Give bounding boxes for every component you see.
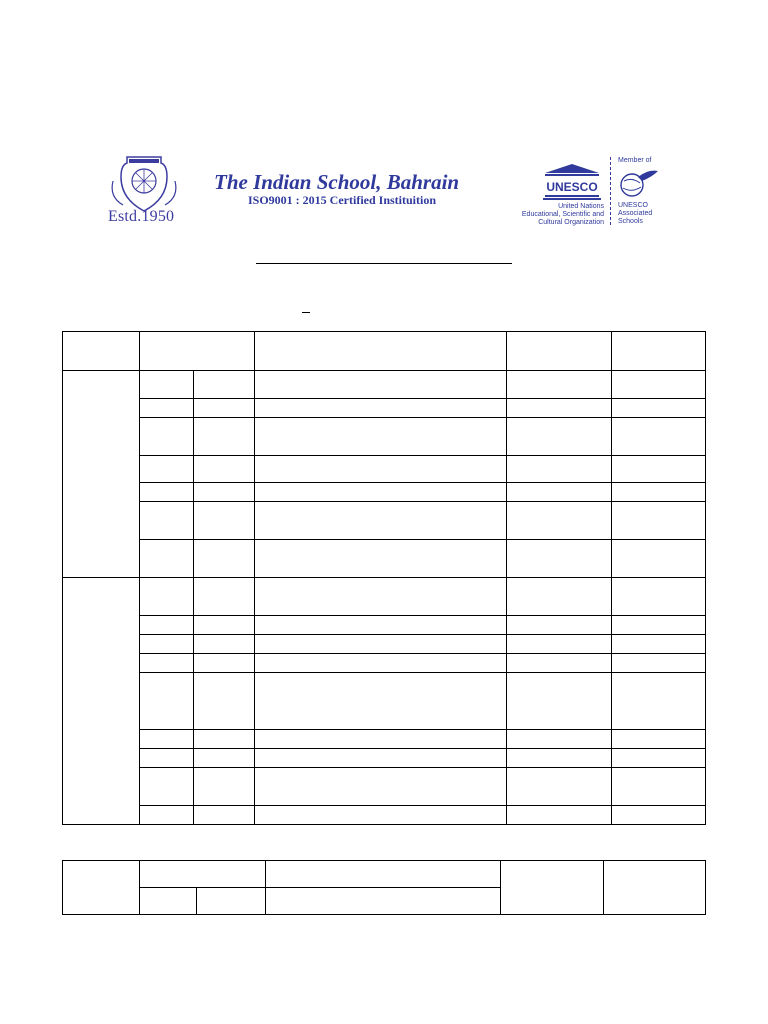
group-label-cell — [63, 578, 140, 825]
school-crest-icon — [105, 155, 183, 213]
table-cell — [194, 806, 255, 825]
table-cell — [507, 399, 612, 418]
subheader-cell — [140, 888, 197, 915]
header-cell — [140, 861, 266, 888]
table-cell — [194, 502, 255, 540]
table-cell — [140, 749, 194, 768]
table-cell — [612, 483, 706, 502]
table-row — [63, 399, 706, 418]
table-cell — [255, 399, 507, 418]
table-row — [63, 540, 706, 578]
header-cell — [63, 332, 140, 371]
table-cell — [140, 616, 194, 635]
table-row — [63, 768, 706, 806]
table-cell — [194, 399, 255, 418]
second-table — [62, 860, 706, 915]
table-row — [63, 806, 706, 825]
table-cell — [612, 578, 706, 616]
table-row — [63, 456, 706, 483]
table-row — [63, 654, 706, 673]
table-row — [63, 502, 706, 540]
member-of-label: Member of — [618, 157, 652, 164]
schedule-table — [62, 331, 706, 825]
table-row — [63, 616, 706, 635]
table-cell — [255, 654, 507, 673]
table-cell — [194, 768, 255, 806]
table-cell — [255, 635, 507, 654]
table-header-row — [63, 861, 706, 888]
letterhead — [0, 0, 768, 240]
table-cell — [140, 502, 194, 540]
table-cell — [507, 483, 612, 502]
table-cell — [255, 806, 507, 825]
subheader-cell — [197, 888, 266, 915]
header-cell — [140, 332, 255, 371]
small-underline-mark — [302, 312, 310, 313]
table-cell — [612, 502, 706, 540]
table-cell — [140, 654, 194, 673]
table-cell — [194, 730, 255, 749]
table-cell — [140, 806, 194, 825]
table-cell — [255, 768, 507, 806]
table-cell — [507, 502, 612, 540]
table-row — [63, 483, 706, 502]
table-cell — [507, 418, 612, 456]
table-cell — [612, 673, 706, 730]
table-cell — [194, 578, 255, 616]
table-cell — [140, 730, 194, 749]
table-cell — [194, 418, 255, 456]
table-cell — [194, 616, 255, 635]
table-cell — [612, 540, 706, 578]
table-cell — [194, 749, 255, 768]
table-cell — [612, 635, 706, 654]
table-cell — [612, 399, 706, 418]
table-cell — [612, 768, 706, 806]
table-cell — [255, 578, 507, 616]
table-row — [63, 730, 706, 749]
unesco-caption: United Nations Educational, Scientific and Cultural Organization — [521, 203, 604, 226]
table-cell — [140, 371, 194, 399]
unesco-wordmark: UNESCO — [546, 180, 598, 194]
table-cell — [255, 730, 507, 749]
table-cell — [140, 578, 194, 616]
table-cell — [507, 540, 612, 578]
table-row — [63, 371, 706, 399]
table-cell — [612, 654, 706, 673]
table-cell — [612, 456, 706, 483]
table-cell — [507, 456, 612, 483]
established-year: Estd.1950 — [108, 208, 175, 225]
table-cell — [255, 483, 507, 502]
table-row — [63, 749, 706, 768]
table-cell — [140, 456, 194, 483]
table-cell — [194, 483, 255, 502]
header-cell — [612, 332, 706, 371]
table-cell — [140, 635, 194, 654]
table-cell — [140, 418, 194, 456]
table-cell — [507, 768, 612, 806]
table-cell — [140, 540, 194, 578]
table-row — [63, 578, 706, 616]
table-cell — [507, 371, 612, 399]
table-cell — [507, 616, 612, 635]
table-cell — [194, 654, 255, 673]
table-row — [63, 673, 706, 730]
table-cell — [194, 635, 255, 654]
table-cell — [507, 635, 612, 654]
header-cell — [63, 861, 140, 915]
header-cell — [501, 861, 604, 915]
table-cell — [612, 418, 706, 456]
table-cell — [194, 673, 255, 730]
table-cell — [612, 806, 706, 825]
table-cell — [194, 540, 255, 578]
table-cell — [255, 749, 507, 768]
table-cell — [140, 399, 194, 418]
aspnet-caption: UNESCO Associated Schools — [618, 202, 653, 225]
table-cell — [140, 768, 194, 806]
table-cell — [255, 540, 507, 578]
table-cell — [507, 730, 612, 749]
table-row — [63, 635, 706, 654]
table-cell — [255, 616, 507, 635]
table-cell — [194, 371, 255, 399]
table-cell — [507, 749, 612, 768]
certification-line: ISO9001 : 2015 Certified Instituition — [248, 193, 437, 207]
table-cell — [255, 371, 507, 399]
table-cell — [612, 616, 706, 635]
header-cell — [604, 861, 706, 915]
table-cell — [612, 371, 706, 399]
aspnet-globe-logo — [616, 167, 660, 199]
table-cell — [507, 806, 612, 825]
table-cell — [140, 483, 194, 502]
table-cell — [194, 456, 255, 483]
unesco-temple-logo — [543, 163, 601, 201]
table-cell — [255, 673, 507, 730]
header-cell — [255, 332, 507, 371]
table-row — [63, 418, 706, 456]
table-cell — [140, 673, 194, 730]
table-cell — [612, 749, 706, 768]
table-cell — [255, 456, 507, 483]
table-header-row — [63, 332, 706, 371]
header-cell — [507, 332, 612, 371]
table-cell — [255, 418, 507, 456]
title-underline — [256, 263, 512, 264]
table-cell — [507, 654, 612, 673]
school-name: The Indian School, Bahrain — [214, 170, 460, 194]
table-cell — [507, 673, 612, 730]
group-label-cell — [63, 371, 140, 578]
subheader-cell — [266, 888, 501, 915]
header-cell — [266, 861, 501, 888]
logo-divider — [610, 157, 612, 225]
table-cell — [507, 578, 612, 616]
table-cell — [255, 502, 507, 540]
table-cell — [612, 730, 706, 749]
